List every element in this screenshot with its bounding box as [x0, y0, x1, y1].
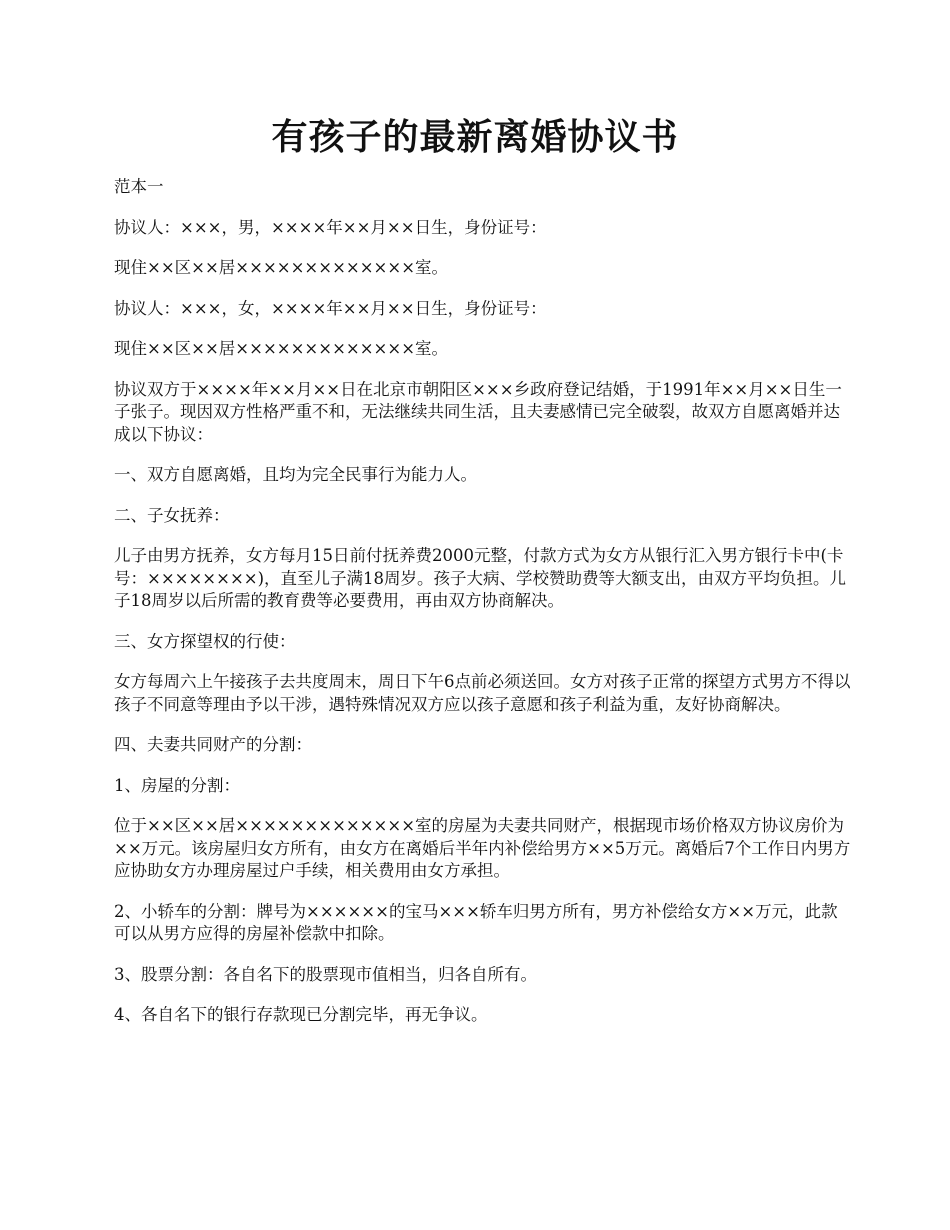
paragraph-clause-1: 一、双方自愿离婚，且均为完全民事行为能力人。	[114, 465, 477, 484]
paragraph-visitation: 女方每周六上午接孩子去共度周末，周日下午6点前必须送回。女方对孩子正常的探望方式男方不得以孩子不同意等理由予以干涉，遇特殊情况双方应以孩子意愿和孩子利益为重，友好协商解决。	[114, 672, 851, 714]
paragraph-address-male: 现住××区××居×××××××××××××室。	[114, 258, 449, 277]
paragraph-clause-4-heading: 四、夫妻共同财产的分割：	[114, 735, 312, 754]
paragraph-clause-2-heading: 二、子女抚养：	[114, 505, 230, 525]
paragraph-clause-3-heading: 三、女方探望权的行使：	[114, 631, 296, 651]
paragraph-child-support: 儿子由男方抚养，女方每月15日前付抚养费2000元整，付款方式为女方从银行汇入男方银行卡中(卡号：××××××××)，直至儿子满18周岁。孩子大病、学校赞助费等大额支出，由双方平均负担。儿子18周岁以后所需的教育费等必要费用，再由双方协商解决。	[114, 546, 847, 610]
paragraph-stock-division: 3、股票分割：各自名下的股票现市值相当，归各自所有。	[114, 964, 537, 984]
paragraph-car-division: 2、小轿车的分割：牌号为××××××的宝马×××轿车归男方所有，男方补偿给女方××万元，此款可以从男方应得的房屋补偿款中扣除。	[114, 901, 838, 943]
document-title: 有孩子的最新离婚协议书	[271, 116, 679, 158]
paragraph-house-division: 位于××区××居×××××××××××××室的房屋为夫妻共同财产，根据现市场价格双方协议房价为××万元。该房屋归女方所有，由女方在离婚后半年内补偿给男方××5万元。离婚后7个工作日内男方应协助女方办理房屋过户手续，相关费用由女方承担。	[114, 816, 851, 880]
paragraph-template-label: 范本一	[114, 177, 164, 196]
document-body	[114, 176, 854, 1045]
paragraph-address-female: 现住××区××居×××××××××××××室。	[114, 339, 449, 358]
paragraph-house-heading: 1、房屋的分割：	[114, 775, 240, 795]
paragraph-party-male: 协议人：×××，男，××××年××月××日生，身份证号：	[114, 217, 547, 237]
paragraph-background: 协议双方于××××年××月××日在北京市朝阳区×××乡政府登记结婚，于1991年××月××日生一子张子。现因双方性格严重不和，无法继续共同生活，且夫妻感情已完全破裂，故双方自愿离婚并达成以下协议：	[114, 379, 842, 444]
paragraph-bank-deposits: 4、各自名下的银行存款现已分割完毕，再无争议。	[114, 1005, 488, 1024]
paragraph-party-female: 协议人：×××，女，××××年××月××日生，身份证号：	[114, 298, 547, 318]
